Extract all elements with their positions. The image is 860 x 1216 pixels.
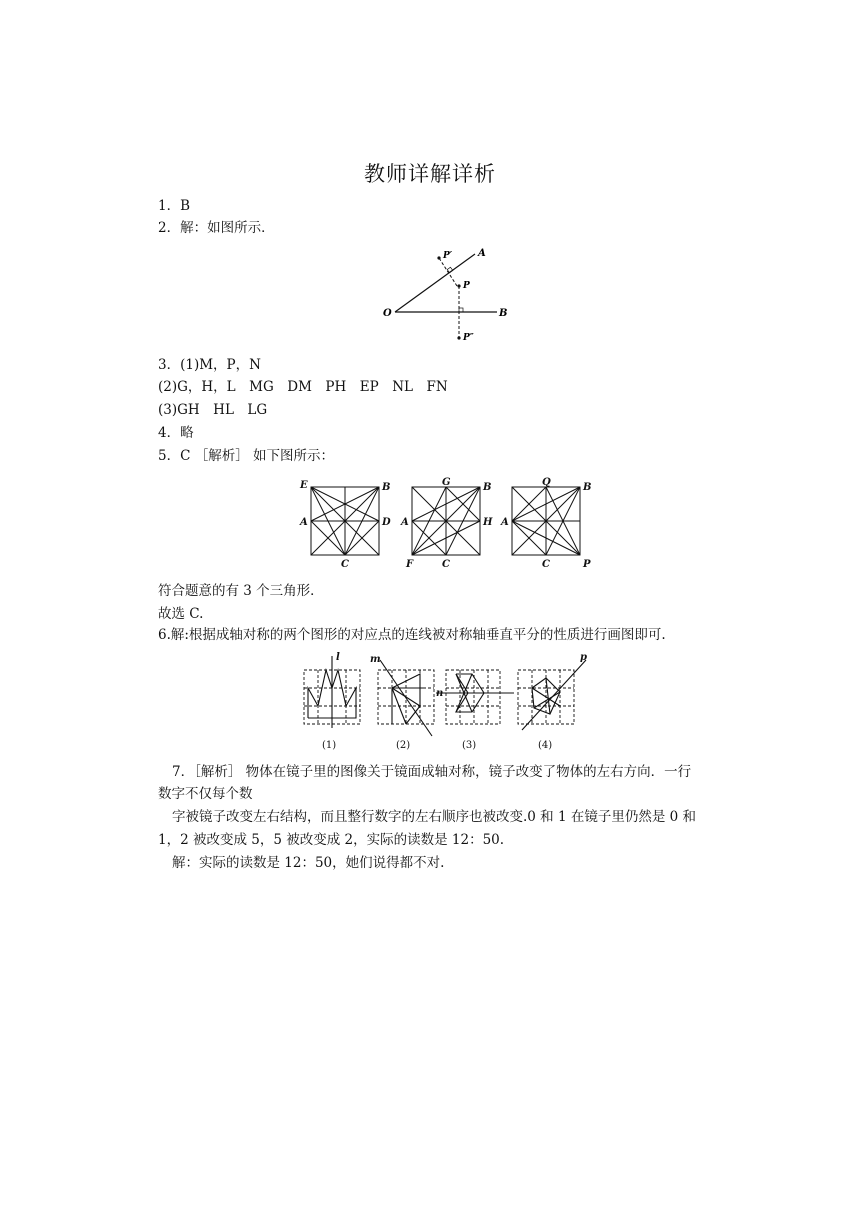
s3-label-p: P [583,559,591,570]
caption-3: (3) [462,740,477,751]
answer-3-1: 3．(1)M，P，N [158,357,261,373]
axis-p-label: p [580,652,587,663]
label-o: O [383,308,392,319]
s3-label-a: A [501,517,509,528]
caption-2: (2) [396,740,411,751]
s1-label-c: C [341,559,349,570]
s3-label-q: Q [542,477,551,488]
s2-label-b: B [483,482,492,493]
answer-7-line-4: 1，2 被改变成 5，5 被改变成 2，实际的读数是 12：50. [158,832,505,848]
answer-3-3: (3)GH HL LG [158,402,268,418]
answer-4: 4．略 [158,425,194,441]
s3-label-c: C [542,559,550,570]
answer-6: 6.解:根据成轴对称的两个图形的对应点的连线被对称轴垂直平分的性质进行画图即可. [158,627,666,643]
triangle-grid-figures [296,474,606,574]
s2-label-a: A [401,517,409,528]
caption-4: (4) [538,740,553,751]
answer-5: 5．C ［解析］ 如下图所示： [158,448,335,464]
s3-label-b: B [583,482,592,493]
label-b: B [499,308,508,319]
caption-1: (1) [322,740,337,751]
label-p-double-prime: P″ [463,333,474,343]
answer-7-solution: 解：实际的读数是 12：50，她们说得都不对. [172,855,445,871]
answer-1: 1．B [158,198,191,214]
s2-label-c: C [442,559,450,570]
page-title: 教师详解详析 [364,162,496,186]
label-a: A [478,248,486,259]
s2-label-g: G [442,477,451,488]
answer-7-line-2: 数字不仅每个数 [158,786,253,802]
square-1 [311,487,379,555]
s1-label-e: E [300,480,308,491]
s2-label-f: F [406,559,414,570]
answer-5-choice: 故选 C. [158,606,204,622]
square-2 [412,487,480,555]
axis-l-label: l [336,652,340,663]
label-p: P [463,281,470,291]
answer-7-line-1: 7．［解析］ 物体在镜子里的图像关于镜面成轴对称，镜子改变了物体的左右方向．一行 [172,764,692,780]
s1-label-a: A [300,517,308,528]
s1-label-d: D [382,517,391,528]
s2-label-h: H [483,517,493,528]
answer-7-line-3: 字被镜子改变左右结构，而且整行数字的左右顺序也被改变.0 和 1 在镜子里仍然是 0 和 [172,809,697,825]
label-p-prime: P′ [443,251,453,261]
answer-2: 2．解：如图所示． [158,220,275,236]
axis-n-label: n [436,688,444,699]
axis-symmetry-figures [296,650,596,754]
angle-reflection-figure [375,240,515,350]
axis-m-label: m [370,654,381,665]
s1-label-b: B [382,482,391,493]
answer-5-conclusion: 符合题意的有 3 个三角形． [158,583,324,599]
square-3 [512,487,580,555]
dash-p-p1 [439,258,457,286]
answer-3-2: (2)G，H，L MG DM PH EP NL FN [158,379,448,395]
